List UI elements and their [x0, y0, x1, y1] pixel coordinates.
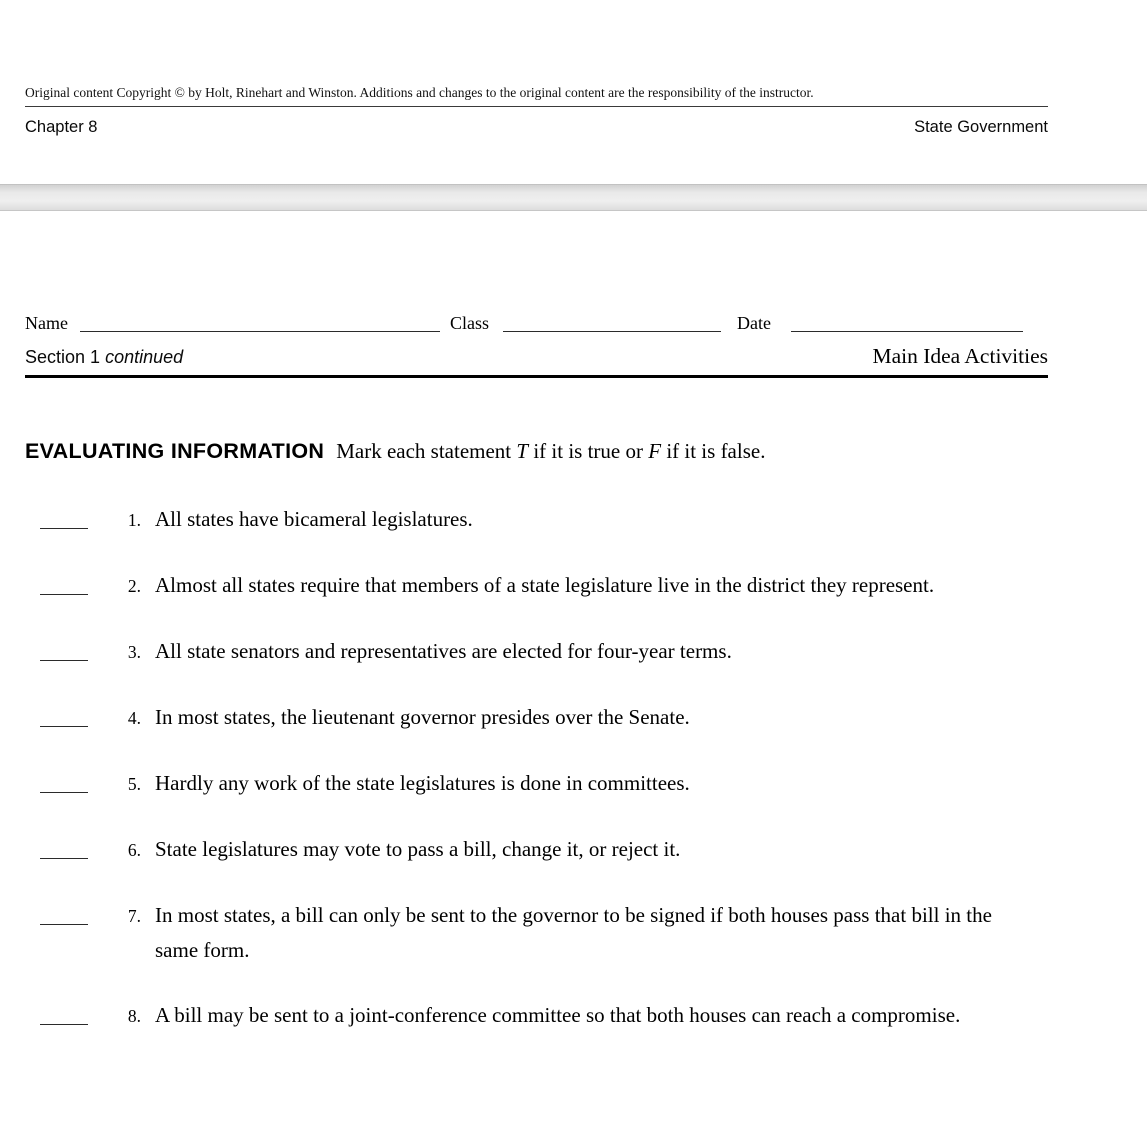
name-label: Name	[25, 313, 68, 333]
answer-blank	[40, 1024, 88, 1025]
answer-blank	[40, 792, 88, 793]
activity-instructions	[25, 436, 1048, 466]
header-right-title: Main Idea Activities	[872, 344, 1048, 368]
copyright-line: Original content Copyright © by Holt, Rinehart and Winston. Additions and changes to the original content are the responsibility of the instructor.	[25, 85, 814, 100]
date-blank	[791, 331, 1023, 332]
class-blank	[503, 331, 721, 332]
subject-label: State Government	[914, 118, 1048, 136]
instruction-part-2: if it is true or	[528, 439, 649, 463]
instruction-part-1: Mark each statement	[336, 439, 517, 463]
list-item	[25, 766, 1048, 802]
section-title	[25, 344, 183, 370]
item-number: 5.	[127, 774, 141, 794]
list-item	[25, 898, 1048, 968]
activity-title: EVALUATING INFORMATION	[25, 439, 325, 463]
name-blank	[80, 331, 440, 332]
item-number: 6.	[127, 840, 141, 860]
item-text: A bill may be sent to a joint-conference committee so that both houses can reach a compromise.	[155, 1003, 961, 1027]
answer-blank	[40, 660, 88, 661]
answer-blank	[40, 594, 88, 595]
item-number: 4.	[127, 708, 141, 728]
instruction-part-3: if it is false.	[661, 439, 766, 463]
footer-row	[25, 117, 1048, 137]
list-item	[25, 832, 1048, 868]
previous-page-footer	[0, 0, 1048, 184]
list-item	[25, 634, 1048, 670]
item-text: State legislatures may vote to pass a bill, change it, or reject it.	[155, 837, 681, 861]
worksheet-page	[0, 211, 1048, 1034]
answer-blank	[40, 924, 88, 925]
item-number: 3.	[127, 642, 141, 662]
item-number: 1.	[127, 510, 141, 530]
item-text: In most states, the lieutenant governor presides over the Senate.	[155, 705, 690, 729]
section-header-row	[25, 343, 1048, 370]
item-text: All states have bicameral legislatures.	[155, 507, 473, 531]
answer-blank	[40, 528, 88, 529]
page-separator	[0, 184, 1147, 211]
item-number: 2.	[127, 576, 141, 596]
answer-blank	[40, 858, 88, 859]
section-title-text: Section 1	[25, 347, 101, 367]
instruction-variable-f: F	[648, 439, 662, 463]
instruction-variable-t: T	[516, 439, 529, 463]
item-number: 7.	[127, 906, 141, 926]
item-text: Almost all states require that members of a state legislature live in the district they represent.	[155, 573, 935, 597]
item-number: 8.	[127, 1006, 141, 1026]
item-text: All state senators and representatives are elected for four-year terms.	[155, 639, 732, 663]
item-text: In most states, a bill can only be sent to the governor to be signed if both houses pass that bill in the same form.	[155, 903, 992, 962]
list-item	[25, 502, 1048, 538]
answer-blank	[40, 726, 88, 727]
item-text: Hardly any work of the state legislatures is done in committees.	[155, 771, 690, 795]
chapter-label: Chapter 8	[25, 118, 98, 136]
date-label: Date	[737, 313, 771, 333]
footer-rule	[25, 106, 1048, 107]
instruction-text	[336, 439, 765, 463]
name-class-date-row	[25, 311, 1048, 335]
list-item	[25, 568, 1048, 604]
section-rule	[25, 375, 1048, 378]
section-continued-label: continued	[105, 347, 184, 367]
list-item	[25, 998, 1048, 1034]
statement-list	[25, 502, 1048, 1034]
list-item	[25, 700, 1048, 736]
class-label: Class	[449, 313, 489, 333]
